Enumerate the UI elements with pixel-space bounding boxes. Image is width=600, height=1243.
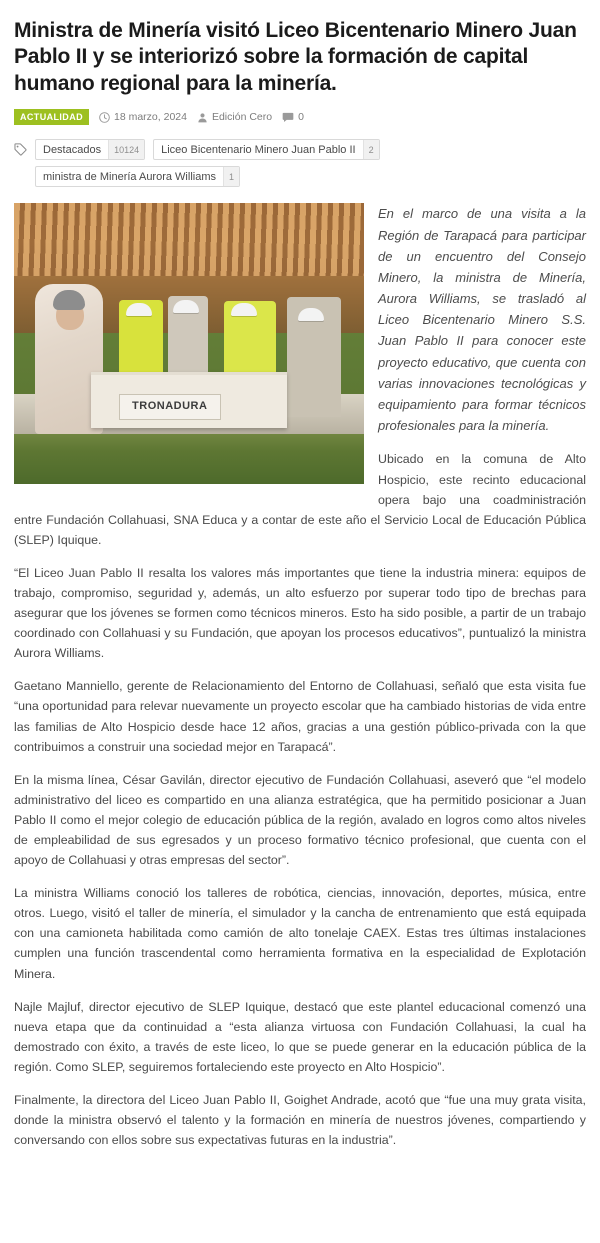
page-title: Ministra de Minería visitó Liceo Bicentenario Minero Juan Pablo II y se interiorizó sobre la formación de capital humano regional para la minería. [14,19,577,95]
meta-author-label[interactable]: Edición Cero [211,111,273,124]
meta-date-label: 18 marzo, 2024 [114,111,187,124]
meta-date [99,111,187,123]
comment-icon [282,112,294,123]
body-paragraph: En la misma línea, César Gavilán, director ejecutivo de Fundación Collahuasi, aseveró que “el modelo administrativo del liceo es compartido en una alianza estratégica, que ha permitido posicionar a Juan Pablo II como el mejor colegio de educación pública de la región, avalado en logros como altos niveles de empleabilidad de sus egresados y un proceso formativo técnico profesional, que cuenta con el apoyo de Collahuasi y otras empresas del sector”. [14,772,586,868]
tag-label[interactable]: Destacados [43,143,102,156]
article-body [14,203,586,1150]
article-photo [14,203,364,484]
body-paragraph: Finalmente, la directora del Liceo Juan Pablo II, Goighet Andrade, acotó que “fue una muy grata visita, donde la ministra observó el talento y la formación en minería de nuestros jóvenes, compartiendo y conversando con ellos sobre sus expectativas futuras en la industria”. [14,1093,586,1148]
clock-icon [99,112,110,123]
article-figure [14,203,364,484]
body-paragraph: Gaetano Manniello, gerente de Relacionamiento del Entorno de Collahuasi, señaló que esta visita fue “una oportunidad para relevar nuevamente un proyecto escolar que ha cambiado historias de vida entre las familias de Alto Hospicio desde hace 12 años, gracias a una gestión público-privada con la que contribuimos a construir una sociedad mejor en Tarapacá”. [14,679,586,754]
tag-label[interactable]: ministra de Minería Aurora Williams [43,170,216,183]
tag-label[interactable]: Liceo Bicentenario Minero Juan Pablo II [161,143,356,156]
tag-icon [14,139,27,161]
meta-comments [282,111,304,123]
meta-author [197,111,272,123]
photo-roof [14,203,364,276]
body-paragraph: Najle Majluf, director ejecutivo de SLEP Iquique, destacó que este plantel educacional comenzó una nueva etapa que da continuidad a “esta alianza virtuosa con Fundación Collahuasi, la cual ha demostrado con éxito, a través de este liceo, lo que se puede generar en la educación pública de la región. Como SLEP, seguiremos fortaleciendo este proyecto en Alto Hospicio”. [14,999,586,1074]
meta-comments-count[interactable]: 0 [298,111,304,124]
body-paragraph: La ministra Williams conoció los talleres de robótica, ciencias, innovación, deportes, música, entre otros. Luego, visitó el taller de minería, el simulador y la cancha de entrenamiento que está equipada con una camioneta habilitada como camión de alto tonelaje CAEX. Estas tres últimas instalaciones cumplen una función trascendental como herramienta formativa en la especialidad de Explotación Minera. [14,886,586,981]
tag-item[interactable] [35,166,240,187]
tag-item[interactable] [35,139,145,160]
user-icon [197,112,208,123]
body-paragraph: “El Liceo Juan Pablo II resalta los valores más importantes que tiene la industria minera: equipos de trabajo, compromiso, seguridad y, además, un alto esfuerzo por superar todo tipo de brechas para asegurar que los jóvenes se formen como técnicos mineros. Esto ha sido posible, a partir de un trabajo coordinado con Collahuasi y su Fundación, que apoyan los procesos educativos”, puntualizó la ministra Aurora Williams. [14,565,586,661]
tags-list [35,139,586,187]
article-meta [14,109,586,125]
category-badge[interactable]: ACTUALIDAD [14,109,89,125]
tags-block [14,139,586,187]
photo-person-helmet [298,308,324,321]
body-paragraph: Ubicado en la comuna de Alto Hospicio, este recinto educacional opera bajo una coadministración entre Fundación Collahuasi, SNA Educa y a contar de este año el Servicio Local de Educación Pública (SLEP) Iquique. [14,452,586,547]
lead-section [14,203,586,563]
tag-count: 10124 [108,140,144,159]
photo-sign: TRONADURA [119,394,221,419]
tag-item[interactable] [153,139,379,160]
tag-count: 2 [363,140,379,159]
lead-paragraph: En el marco de una visita a la Región de Tarapacá para participar de un encuentro del Consejo Minero, la ministra de Minería, Aurora Williams, se trasladó al Liceo Bicentenario Minero S.S. Juan Pablo II para conocer este proyecto educativo, que cuenta con varias innovaciones tecnológicas y equipamiento para formar técnicos profesionales para la minería. [378,206,586,434]
tag-count: 1 [223,167,239,186]
photo-minister-hair [53,290,85,310]
